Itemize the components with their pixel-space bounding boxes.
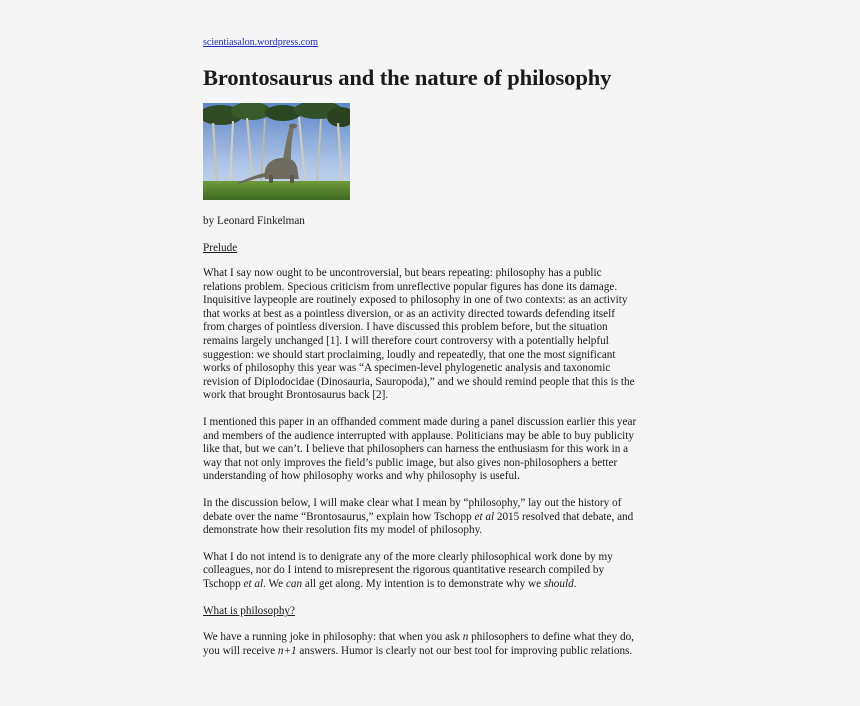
- paragraph-line: [203, 631, 663, 645]
- paragraph-line: suggestion: we should start proclaiming, loudly and repeatedly, that one the most significant: [203, 348, 616, 361]
- section-heading-what-is-philosophy: What is philosophy?: [203, 605, 295, 618]
- paragraph-line: [203, 645, 663, 659]
- paragraph-4: [203, 551, 663, 592]
- article-title: Brontosaurus and the nature of philosophy: [203, 65, 612, 90]
- paragraph-line: understanding of how philosophy works and why philosophy is useful.: [203, 470, 520, 483]
- text-run: answers. Humor is clearly not our best tool for improving public relations.: [296, 645, 633, 658]
- paragraph-line: way that not only improves the field’s public image, but also gives non-philosophers a better: [203, 456, 618, 469]
- paragraph-line: and members of the audience interrupted with applause. Politicians may be able to buy publicity: [203, 429, 634, 442]
- section-heading-prelude: Prelude: [203, 242, 238, 254]
- text-run: Tschopp: [203, 577, 244, 590]
- text-run: debate over the name “Brontosaurus,” explain how Tschopp: [203, 510, 475, 523]
- paragraph-line: What I say now ought to be uncontroversial, but bears repeating: philosophy has a public: [203, 267, 602, 279]
- paragraph-line: relations problem. Specious criticism from unreflective popular figures has done its damage.: [203, 280, 618, 293]
- paragraph-line: that works at best as a pointless diversion, or as an activity directed towards defending itself: [203, 307, 615, 320]
- paragraph-line: work that brought Brontosaurus back [2].: [203, 389, 389, 402]
- text-run: you will receive: [203, 645, 278, 658]
- paragraph-line: like that, but we can’t. I believe that philosophers can harness the enthusiasm for this work in a: [203, 443, 629, 456]
- emphasis: n+1: [277, 645, 297, 658]
- byline: by Leonard Finkelman: [203, 215, 305, 227]
- paragraph-line: revision of Diplodocidae (Dinosauria, Sauropoda),” and we should remind people that this is the: [203, 375, 635, 388]
- paragraph-line: demonstrate how their resolution fits my model of philosophy.: [203, 524, 483, 537]
- text-run: We have a running joke in philosophy: that when you ask: [203, 631, 463, 644]
- paragraph-line: What I do not intend is to denigrate any of the more clearly philosophical work done by my: [203, 550, 613, 563]
- emphasis: et al: [243, 577, 264, 590]
- emphasis: n: [462, 631, 469, 644]
- brontosaurus-illustration: [203, 103, 350, 200]
- paragraph-line: Inquisitive laypeople are routinely exposed to philosophy in one of two contexts: as an activity: [203, 294, 628, 307]
- paragraph-line: I mentioned this paper in an offhanded comment made during a panel discussion earlier this year: [203, 415, 637, 428]
- paragraph-line: [203, 511, 663, 525]
- emphasis: et al: [474, 510, 495, 523]
- site-link[interactable]: scientiasalon.wordpress.com: [203, 37, 318, 48]
- text-run: . We: [263, 577, 286, 590]
- paragraph-line: [203, 578, 663, 592]
- text-run: 2015 resolved that debate, and: [494, 510, 634, 523]
- paragraph-line: remains largely unchanged [1]. I will therefore court controversy with a potentially helpful: [203, 334, 609, 347]
- article: [203, 36, 663, 659]
- text-run: philosophers to define what they do,: [468, 631, 634, 644]
- paragraph-2: [203, 416, 663, 484]
- emphasis: should: [543, 577, 574, 590]
- emphasis: can: [285, 577, 303, 590]
- paragraph-5: [203, 631, 663, 658]
- paragraph-line: In the discussion below, I will make clear what I mean by “philosophy,” lay out the history of: [203, 496, 622, 509]
- paragraph-line: works of philosophy this year was “A specimen-level phylogenetic analysis and taxonomic: [203, 362, 611, 375]
- paragraph-1: [203, 267, 663, 403]
- text-run: .: [573, 577, 577, 590]
- paragraph-line: from charges of pointless diversion. I have discussed this problem before, but the situation: [203, 321, 608, 334]
- paragraph-line: colleagues, nor do I intend to misrepresent the rigorous quantitative research compiled by: [203, 564, 605, 577]
- paragraph-3: [203, 497, 663, 538]
- text-run: all get along. My intention is to demonstrate why we: [302, 577, 544, 590]
